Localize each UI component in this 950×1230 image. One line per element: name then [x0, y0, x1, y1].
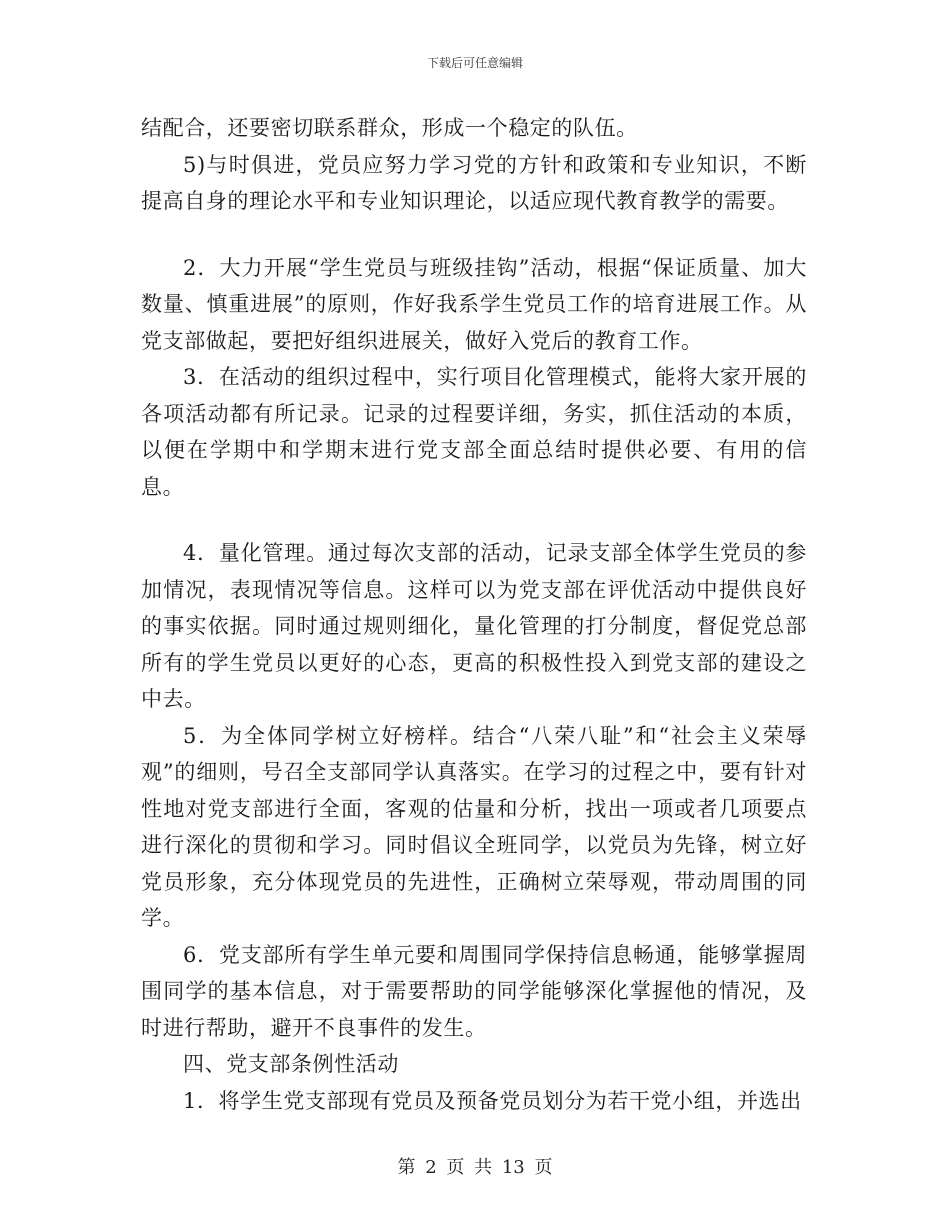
paragraph-spacer — [141, 505, 807, 535]
paragraph-item-6: 6．党支部所有学生单元要和周围同学保持信息畅通，能够掌握周围同学的基本信息，对于需要帮助的同学能够深化掌握他的情况，及时进行帮助，避开不良事件的发生。 — [141, 942, 807, 1040]
paragraph-item-4: 4．量化管理。通过每次支部的活动，记录支部全体学生党员的参加情况，表现情况等信息。这样可以为党支部在评优活动中提供良好的事实依据。同时通过规则细化，量化管理的打分制度，督促党总部所有的学生党员以更好的心态，更高的积极性投入到党支部的建设之中去。 — [141, 541, 807, 711]
section-heading-4: 四、党支部条例性活动 — [183, 1052, 399, 1076]
paragraph-section-4-item-1: 1．将学生党支部现有党员及预备党员划分为若干党小组，并选出 — [183, 1088, 802, 1113]
page-number-footer: 第 2 页 共 13 页 — [397, 1157, 553, 1178]
paragraph-item-3: 3．在活动的组织过程中，实行项目化管理模式，能将大家开展的各项活动都有所记录。记录的过程要详细，务实，抓住活动的本质，以便在学期中和学期末进行党支部全面总结时提供必要、有用的信息。 — [141, 365, 807, 499]
paragraph-item-5-keep-pace: 5)与时俱进，党员应努力学习党的方针和政策和专业知识，不断提高自身的理论水平和专业知识理论，以适应现代教育教学的需要。 — [141, 152, 807, 213]
paragraph-continuation: 结配合，还要密切联系群众，形成一个稳定的队伍。 — [141, 116, 638, 140]
page-header-note: 下载后可任意编辑 — [426, 56, 523, 70]
paragraph-spacer — [141, 220, 807, 250]
paragraph-item-2: 2．大力开展“学生党员与班级挂钩”活动，根据“保证质量、加大数量、慎重进展”的原则，作好我系学生党员工作的培育进展工作。从党支部做起，要把好组织进展关，做好入党后的教育工作。 — [141, 255, 807, 353]
document-body — [141, 110, 807, 1119]
paragraph-item-5: 5．为全体同学树立好榜样。结合“八荣八耻”和“社会主义荣辱观”的细则，号召全支部同学认真落实。在学习的过程之中，要有针对性地对党支部进行全面，客观的估量和分析，找出一项或者几项要点进行深化的贯彻和学习。同时倡议全班同学，以党员为先锋，树立好党员形象，充分体现党员的先进性，正确树立荣辱观，带动周围的同学。 — [141, 723, 807, 930]
